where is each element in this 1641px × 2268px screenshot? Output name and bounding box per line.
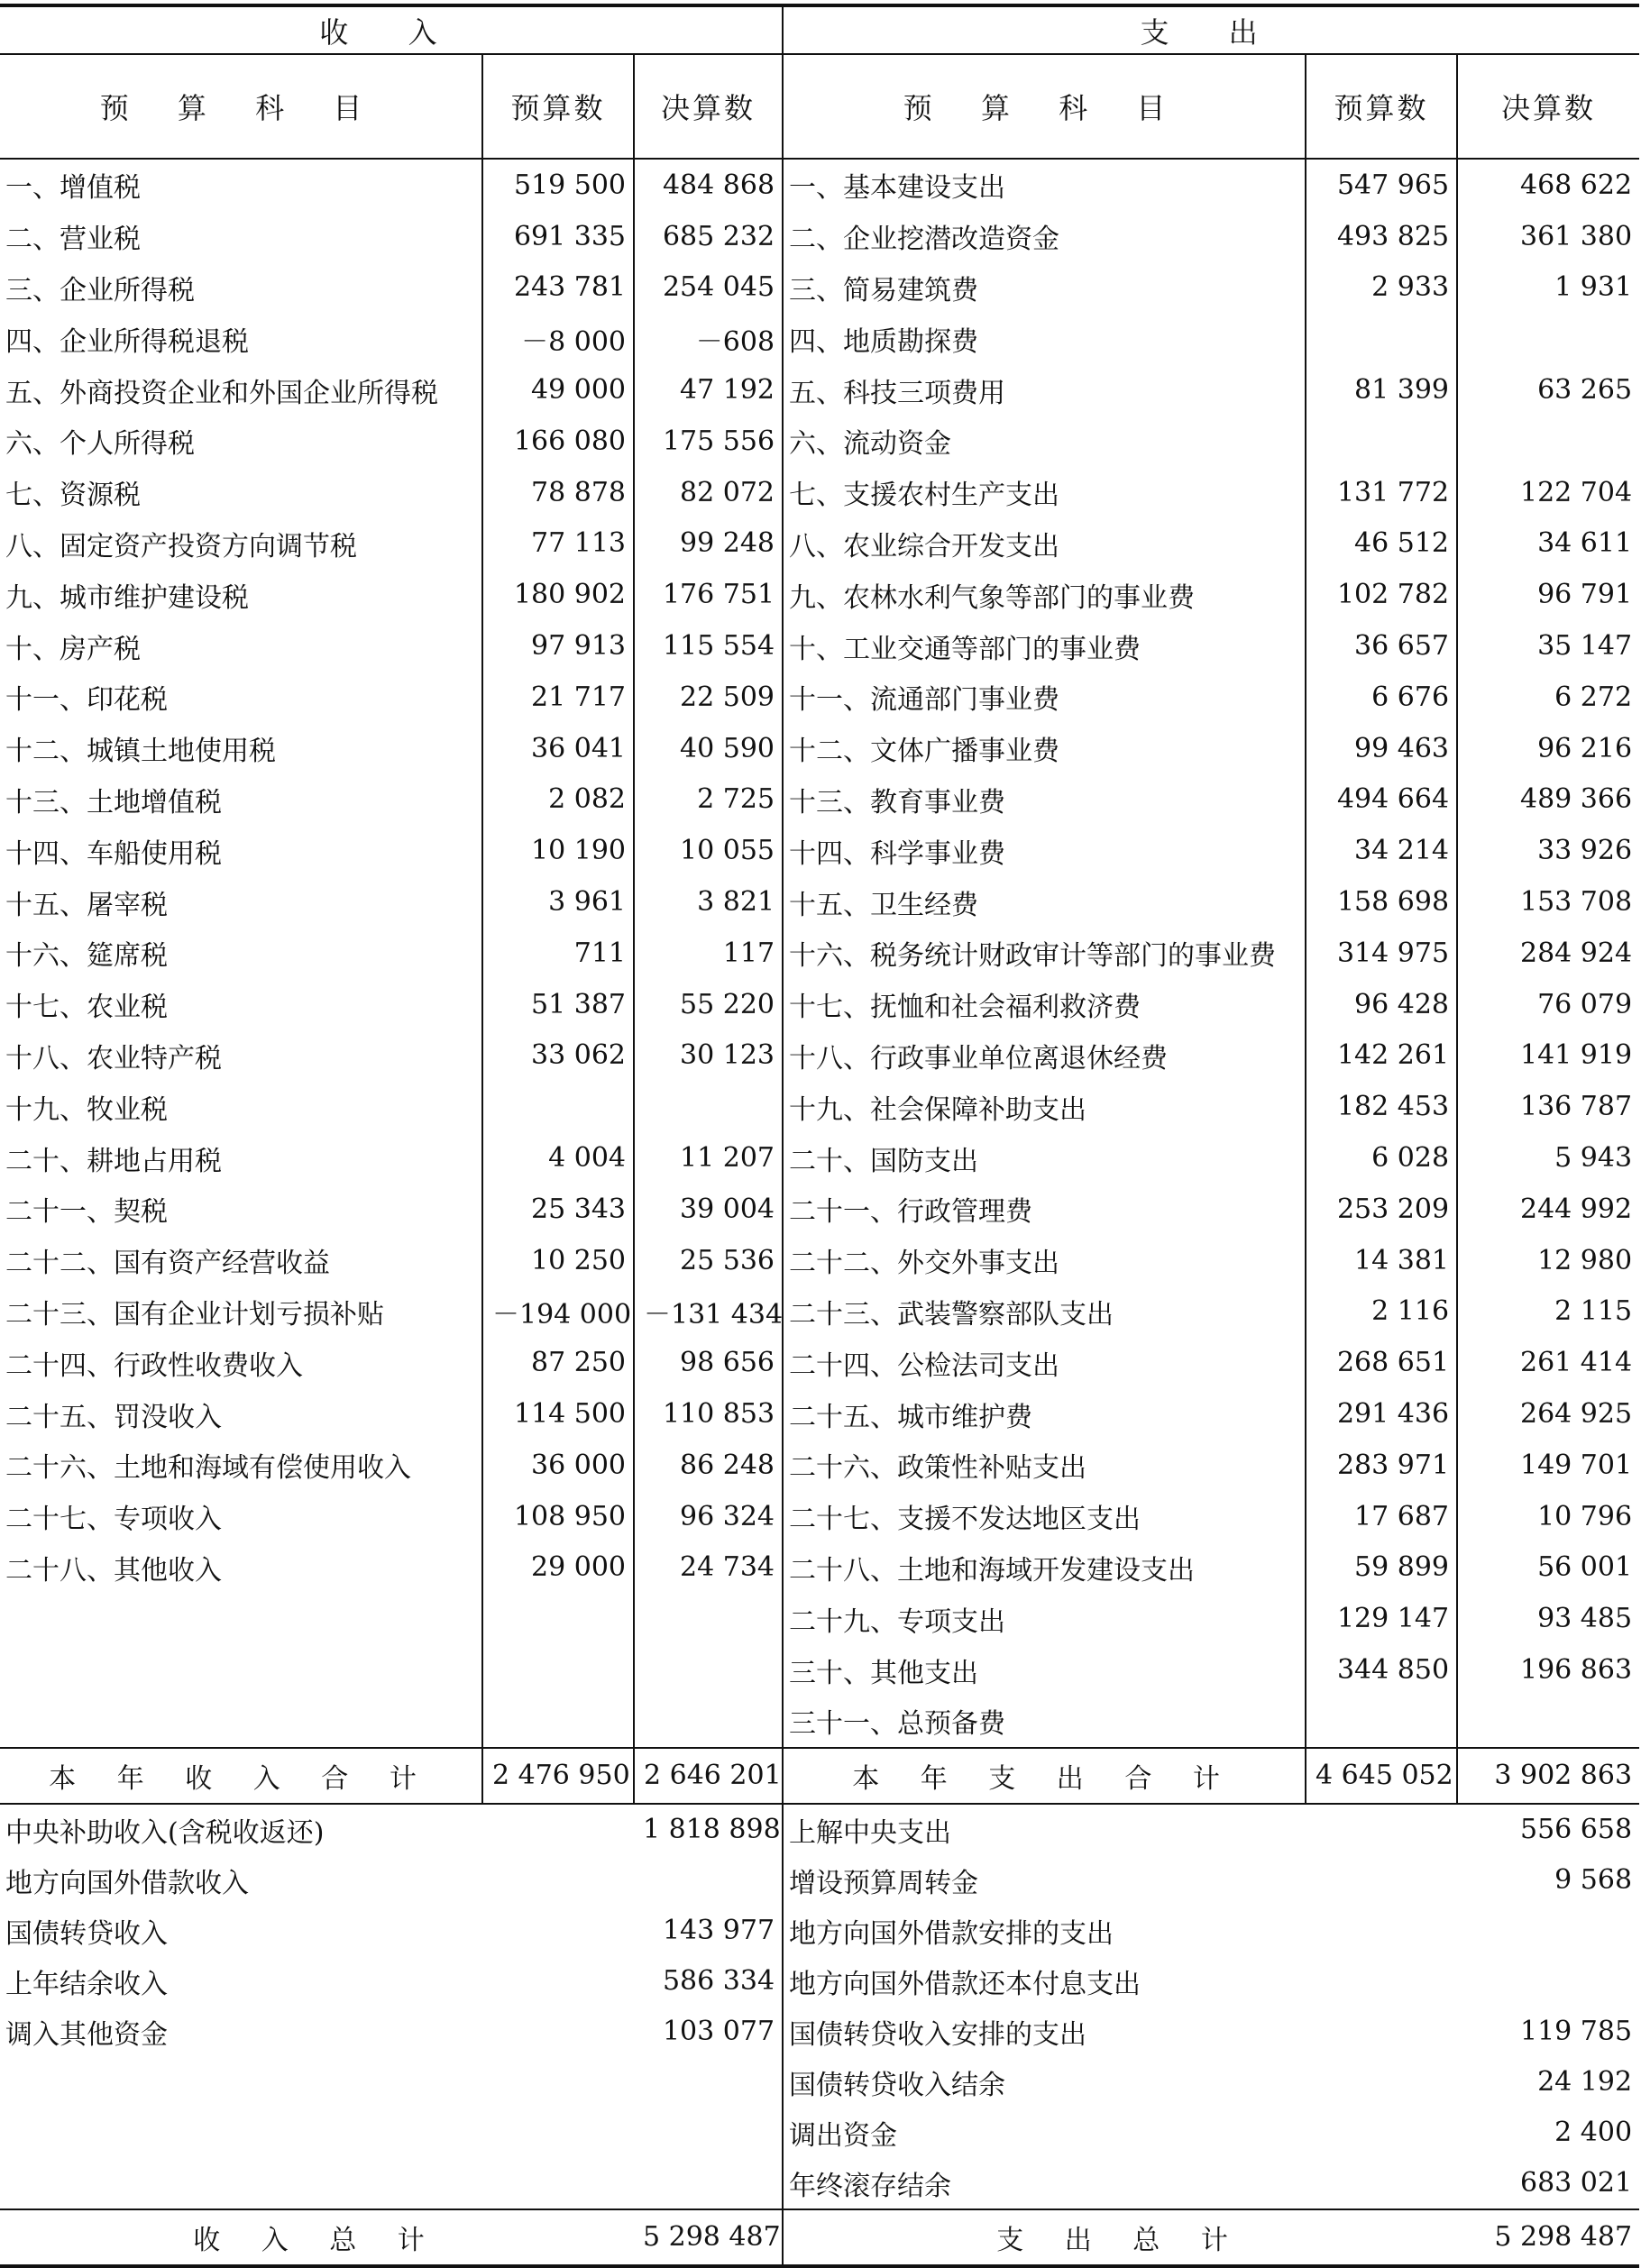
expense-item-cell: 二、企业挖潜改造资金	[783, 211, 1306, 262]
income-budget-cell: 114 500	[482, 1388, 634, 1440]
expense-item-cell: 四、地质勘探费	[783, 313, 1306, 364]
income-budget-cell: 51 387	[482, 979, 634, 1030]
income-final-cell: 40 590	[634, 723, 783, 774]
expense-item-cell: 十七、抚恤和社会福利救济费	[783, 979, 1306, 1030]
lower-income-item-cell	[0, 2158, 634, 2209]
expense-item-cell: 十四、科学事业费	[783, 825, 1306, 876]
income-final-cell: 22 509	[634, 672, 783, 723]
income-item-cell: 二十三、国有企业计划亏损补贴	[5, 1298, 384, 1331]
expense-budget-cell: 344 850	[1306, 1644, 1457, 1696]
lower-expense-value-cell: 9 568	[1554, 1864, 1633, 1897]
lower-income-value-cell: 1 818 898	[643, 1814, 781, 1846]
table-row	[0, 1855, 1639, 1906]
expense-budget-cell	[1306, 1696, 1457, 1748]
expense-final-cell: 63 265	[1457, 364, 1639, 416]
lower-expense-value-cell	[1457, 1906, 1639, 1956]
expense-final-cell: 1 931	[1457, 262, 1639, 314]
expense-final-cell: 153 708	[1457, 876, 1639, 928]
table-row	[0, 1696, 1639, 1748]
expense-budget-cell: 493 825	[1306, 211, 1457, 262]
expense-item-cell: 八、农业综合开发支出	[783, 518, 1306, 570]
expense-budget-cell: 129 147	[1306, 1593, 1457, 1644]
table-row	[0, 2158, 1639, 2209]
income-final-cell: 30 123	[634, 1030, 783, 1082]
expense-budget-cell: 6 028	[1306, 1132, 1457, 1184]
income-budget-cell: 3 961	[482, 876, 634, 928]
expense-item-cell: 三、简易建筑费	[783, 262, 1306, 314]
income-annual-total-final: 2 646 201	[634, 1748, 783, 1804]
income-item-cell: 二十七、专项收入	[5, 1504, 222, 1536]
income-final-cell: 24 734	[634, 1542, 783, 1594]
expense-item-cell: 二十、国防支出	[783, 1132, 1306, 1184]
expense-final-cell	[1457, 416, 1639, 467]
expense-budget-cell: 2 116	[1306, 1286, 1457, 1338]
expense-final-header: 决算数	[1457, 54, 1639, 159]
expense-final-cell: 468 622	[1457, 159, 1639, 211]
income-item-cell: 四、企业所得税退税	[5, 325, 249, 358]
lower-income-item-cell	[0, 2057, 634, 2108]
table-row	[0, 1956, 1639, 2007]
expense-item-cell: 二十四、公检法司支出	[783, 1337, 1306, 1388]
income-item-cell: 十九、牧业税	[5, 1093, 168, 1126]
expense-item-cell: 二十六、政策性补贴支出	[783, 1440, 1306, 1491]
expense-budget-cell	[1306, 313, 1457, 364]
income-budget-cell: 243 781	[482, 262, 634, 314]
expense-section-title: 支 出	[783, 5, 1639, 54]
lower-income-item-cell: 地方向国外借款收入	[5, 1867, 249, 1899]
table-row	[0, 211, 1639, 262]
table-row	[0, 1030, 1639, 1082]
expense-item-cell: 二十三、武装警察部队支出	[783, 1286, 1306, 1338]
income-item-cell: 二、营业税	[5, 224, 141, 256]
expense-budget-cell: 36 657	[1306, 620, 1457, 672]
income-final-cell: 3 821	[634, 876, 783, 928]
income-item-cell: 十一、印花税	[5, 684, 168, 717]
table-row	[0, 262, 1639, 314]
income-budget-cell: 36 000	[482, 1440, 634, 1491]
income-budget-cell: 36 041	[482, 723, 634, 774]
income-budget-cell: 97 913	[482, 620, 634, 672]
expense-budget-cell: 2 933	[1306, 262, 1457, 314]
lower-income-item-cell: 调入其他资金	[5, 2018, 168, 2051]
income-final-cell: 175 556	[634, 416, 783, 467]
income-budget-cell: 77 113	[482, 518, 634, 570]
expense-budget-cell: 182 453	[1306, 1081, 1457, 1132]
expense-item-cell: 三十、其他支出	[783, 1644, 1306, 1696]
table-row	[0, 1491, 1639, 1542]
expense-budget-cell: 131 772	[1306, 467, 1457, 518]
income-final-cell: 10 055	[634, 825, 783, 876]
expense-budget-cell: 158 698	[1306, 876, 1457, 928]
income-budget-cell: －8 000	[482, 313, 634, 364]
lower-income-value-cell: 586 334	[662, 1965, 775, 1998]
expense-budget-cell: 547 965	[1306, 159, 1457, 211]
expense-item-cell: 一、基本建设支出	[783, 159, 1306, 211]
income-item-cell	[0, 1644, 482, 1696]
lower-expense-item-cell: 调出资金	[783, 2108, 1457, 2158]
table-row	[0, 979, 1639, 1030]
income-item-cell	[0, 1593, 482, 1644]
income-item-cell: 二十五、罚没收入	[5, 1401, 222, 1433]
income-budget-cell: 49 000	[482, 364, 634, 416]
income-final-cell: 55 220	[634, 979, 783, 1030]
lower-income-item-cell: 中央补助收入(含税收返还)	[5, 1816, 325, 1849]
expense-final-cell: 6 272	[1457, 672, 1639, 723]
income-final-cell	[634, 1593, 783, 1644]
expense-budget-cell: 494 664	[1306, 774, 1457, 826]
expense-budget-cell: 142 261	[1306, 1030, 1457, 1082]
income-final-cell: －608	[634, 313, 783, 364]
expense-budget-cell: 34 214	[1306, 825, 1457, 876]
income-final-cell	[634, 1081, 783, 1132]
lower-expense-item-cell: 国债转贷收入安排的支出	[783, 2007, 1457, 2057]
income-final-cell: 254 045	[634, 262, 783, 314]
lower-income-value-cell	[634, 2108, 783, 2158]
expense-final-cell: 12 980	[1457, 1235, 1639, 1286]
expense-budget-header: 预算数	[1306, 54, 1457, 159]
income-budget-cell: 691 335	[482, 211, 634, 262]
lower-income-value-cell: 103 077	[662, 2016, 775, 2048]
income-final-cell: －131 434	[634, 1286, 783, 1338]
table-row	[0, 1440, 1639, 1491]
income-item-cell: 八、固定资产投资方向调节税	[5, 530, 357, 562]
expense-budget-cell: 102 782	[1306, 569, 1457, 620]
column-header-row	[0, 54, 1639, 159]
table-row	[0, 159, 1639, 211]
income-item-cell: 二十二、国有资产经营收益	[5, 1248, 330, 1280]
expense-item-cell: 十六、税务统计财政审计等部门的事业费	[783, 928, 1306, 979]
income-grand-total-value: 5 298 487	[643, 2221, 781, 2254]
expense-final-cell: 2 115	[1457, 1286, 1639, 1338]
lower-expense-item-cell: 年终滚存结余	[783, 2158, 1457, 2209]
lower-income-item-cell	[0, 2108, 634, 2158]
table-row	[0, 620, 1639, 672]
expense-final-cell: 136 787	[1457, 1081, 1639, 1132]
table-row	[0, 672, 1639, 723]
income-final-cell: 86 248	[634, 1440, 783, 1491]
income-item-cell: 五、外商投资企业和外国企业所得税	[5, 377, 438, 409]
expense-item-cell: 二十八、土地和海域开发建设支出	[783, 1542, 1306, 1594]
expense-item-cell: 五、科技三项费用	[783, 364, 1306, 416]
income-budget-cell	[482, 1593, 634, 1644]
lower-expense-item-cell: 地方向国外借款安排的支出	[783, 1906, 1457, 1956]
table-row	[0, 1906, 1639, 1956]
lower-income-item-cell: 国债转贷收入	[5, 1917, 168, 1950]
budget-table	[0, 4, 1639, 2268]
expense-item-cell: 三十一、总预备费	[783, 1696, 1306, 1748]
income-item-cell: 十四、车船使用税	[5, 837, 222, 870]
income-item-cell: 三、企业所得税	[5, 274, 195, 306]
expense-budget-cell: 314 975	[1306, 928, 1457, 979]
income-budget-cell: 25 343	[482, 1184, 634, 1235]
expense-item-cell: 二十五、城市维护费	[783, 1388, 1306, 1440]
expense-budget-cell: 99 463	[1306, 723, 1457, 774]
expense-final-cell: 261 414	[1457, 1337, 1639, 1388]
expense-grand-total-label: 支 出 总 计	[783, 2209, 1457, 2266]
income-final-cell	[634, 1644, 783, 1696]
table-row	[0, 2108, 1639, 2158]
income-item-cell: 二十六、土地和海域有偿使用收入	[5, 1452, 411, 1485]
lower-expense-item-cell: 增设预算周转金	[783, 1855, 1457, 1906]
expense-annual-total-final: 3 902 863	[1457, 1748, 1639, 1804]
income-budget-cell: 2 082	[482, 774, 634, 826]
expense-budget-cell: 6 676	[1306, 672, 1457, 723]
lower-income-value-cell	[634, 1855, 783, 1906]
table-row	[0, 467, 1639, 518]
expense-item-cell: 十八、行政事业单位离退休经费	[783, 1030, 1306, 1082]
income-final-cell: 115 554	[634, 620, 783, 672]
expense-final-cell: 33 926	[1457, 825, 1639, 876]
income-annual-total-budget: 2 476 950	[482, 1748, 634, 1804]
income-final-cell: 99 248	[634, 518, 783, 570]
expense-item-cell: 六、流动资金	[783, 416, 1306, 467]
expense-item-cell: 七、支援农村生产支出	[783, 467, 1306, 518]
income-final-cell: 98 656	[634, 1337, 783, 1388]
table-row	[0, 1593, 1639, 1644]
lower-expense-item-cell: 国债转贷收入结余	[783, 2057, 1457, 2108]
table-row	[0, 1184, 1639, 1235]
expense-final-cell: 244 992	[1457, 1184, 1639, 1235]
income-item-cell: 十三、土地增值税	[5, 786, 222, 818]
income-budget-cell	[482, 1081, 634, 1132]
income-item-cell: 六、个人所得税	[5, 428, 195, 461]
expense-final-cell: 34 611	[1457, 518, 1639, 570]
expense-final-cell: 96 216	[1457, 723, 1639, 774]
income-item-cell: 七、资源税	[5, 480, 141, 512]
expense-final-cell: 122 704	[1457, 467, 1639, 518]
income-final-cell: 47 192	[634, 364, 783, 416]
table-row	[0, 364, 1639, 416]
table-row	[0, 876, 1639, 928]
table-row	[0, 313, 1639, 364]
expense-final-cell: 141 919	[1457, 1030, 1639, 1082]
income-final-cell: 484 868	[634, 159, 783, 211]
income-final-cell: 117	[634, 928, 783, 979]
expense-final-cell	[1457, 313, 1639, 364]
expense-annual-total-budget: 4 645 052	[1306, 1748, 1457, 1804]
table-row	[0, 928, 1639, 979]
expense-budget-cell: 283 971	[1306, 1440, 1457, 1491]
income-final-cell: 176 751	[634, 569, 783, 620]
expense-item-cell: 十、工业交通等部门的事业费	[783, 620, 1306, 672]
table-row	[0, 1132, 1639, 1184]
income-budget-cell	[482, 1644, 634, 1696]
income-item-cell: 九、城市维护建设税	[5, 581, 249, 614]
income-final-cell: 82 072	[634, 467, 783, 518]
lower-income-item-cell: 上年结余收入	[5, 1968, 168, 2000]
expense-item-cell: 九、农林水利气象等部门的事业费	[783, 569, 1306, 620]
lower-expense-item-cell: 地方向国外借款还本付息支出	[783, 1956, 1457, 2007]
table-row	[0, 1644, 1639, 1696]
income-item-header: 预 算 科 目	[99, 91, 382, 125]
income-final-cell: 39 004	[634, 1184, 783, 1235]
income-item-cell: 十八、农业特产税	[5, 1042, 222, 1075]
income-item-cell: 二十一、契税	[5, 1196, 168, 1229]
expense-item-header: 预 算 科 目	[783, 54, 1306, 159]
section-header-row	[0, 5, 1639, 54]
income-item-cell: 十五、屠宰税	[5, 889, 168, 921]
table-row	[0, 569, 1639, 620]
expense-final-cell	[1457, 1696, 1639, 1748]
expense-final-cell: 10 796	[1457, 1491, 1639, 1542]
table-row	[0, 2057, 1639, 2108]
income-budget-cell: 29 000	[482, 1542, 634, 1594]
main-body	[0, 159, 1639, 1748]
income-budget-cell: 166 080	[482, 416, 634, 467]
table-row	[0, 1235, 1639, 1286]
income-budget-cell: －194 000	[482, 1286, 634, 1338]
income-item-cell: 二十八、其他收入	[5, 1554, 222, 1587]
expense-final-cell: 284 924	[1457, 928, 1639, 979]
expense-budget-cell: 17 687	[1306, 1491, 1457, 1542]
table-row	[0, 518, 1639, 570]
expense-budget-cell: 291 436	[1306, 1388, 1457, 1440]
expense-final-cell: 5 943	[1457, 1132, 1639, 1184]
lower-income-value-cell	[634, 2057, 783, 2108]
income-item-cell: 十二、城镇土地使用税	[5, 736, 276, 768]
income-budget-cell: 87 250	[482, 1337, 634, 1388]
income-item-cell: 二十四、行政性收费收入	[5, 1349, 303, 1382]
lower-body	[0, 1804, 1639, 2209]
income-budget-cell: 519 500	[482, 159, 634, 211]
income-item-cell: 十、房产税	[5, 633, 141, 665]
income-annual-total-label: 本 年 收 入 合 计	[49, 1762, 433, 1795]
expense-budget-cell: 81 399	[1306, 364, 1457, 416]
income-budget-cell: 21 717	[482, 672, 634, 723]
expense-final-cell: 196 863	[1457, 1644, 1639, 1696]
expense-final-cell: 96 791	[1457, 569, 1639, 620]
expense-final-cell: 56 001	[1457, 1542, 1639, 1594]
table-row	[0, 416, 1639, 467]
income-budget-header: 预算数	[482, 54, 634, 159]
expense-item-cell: 二十九、专项支出	[783, 1593, 1306, 1644]
income-item-cell: 十六、筵席税	[5, 940, 168, 973]
income-budget-cell	[482, 1696, 634, 1748]
income-final-cell	[634, 1696, 783, 1748]
expense-budget-cell: 14 381	[1306, 1235, 1457, 1286]
expense-final-cell: 489 366	[1457, 774, 1639, 826]
income-final-cell: 685 232	[634, 211, 783, 262]
table-row	[0, 1804, 1639, 1855]
expense-final-cell: 361 380	[1457, 211, 1639, 262]
expense-item-cell: 二十一、行政管理费	[783, 1184, 1306, 1235]
income-section-title: 收 入	[319, 14, 463, 50]
income-final-cell: 25 536	[634, 1235, 783, 1286]
table-row	[0, 774, 1639, 826]
expense-item-cell: 十二、文体广播事业费	[783, 723, 1306, 774]
table-row	[0, 825, 1639, 876]
income-final-cell: 110 853	[634, 1388, 783, 1440]
expense-final-cell: 264 925	[1457, 1388, 1639, 1440]
expense-item-cell: 十五、卫生经费	[783, 876, 1306, 928]
table-row	[0, 1388, 1639, 1440]
expense-final-cell: 93 485	[1457, 1593, 1639, 1644]
expense-final-cell: 35 147	[1457, 620, 1639, 672]
expense-item-cell: 十九、社会保障补助支出	[783, 1081, 1306, 1132]
table-row	[0, 2007, 1639, 2057]
income-budget-cell: 10 190	[482, 825, 634, 876]
expense-final-cell: 149 701	[1457, 1440, 1639, 1491]
income-budget-cell: 33 062	[482, 1030, 634, 1082]
income-budget-cell: 180 902	[482, 569, 634, 620]
income-item-cell: 十七、农业税	[5, 992, 168, 1024]
income-final-cell: 2 725	[634, 774, 783, 826]
expense-budget-cell: 46 512	[1306, 518, 1457, 570]
lower-expense-value-cell: 556 658	[1520, 1814, 1633, 1846]
income-budget-cell: 4 004	[482, 1132, 634, 1184]
income-budget-cell: 10 250	[482, 1235, 634, 1286]
income-final-cell: 96 324	[634, 1491, 783, 1542]
expense-item-cell: 十一、流通部门事业费	[783, 672, 1306, 723]
income-item-cell: 二十、耕地占用税	[5, 1145, 222, 1177]
income-item-cell: 一、增值税	[5, 172, 141, 205]
expense-grand-total-value: 5 298 487	[1494, 2221, 1633, 2254]
table-row	[0, 1286, 1639, 1338]
expense-annual-total-label: 本 年 支 出 合 计	[783, 1748, 1306, 1804]
lower-expense-value-cell: 24 192	[1537, 2066, 1633, 2099]
income-final-cell: 11 207	[634, 1132, 783, 1184]
table-row	[0, 1542, 1639, 1594]
grand-total-row	[0, 2209, 1639, 2266]
annual-total-row	[0, 1748, 1639, 1804]
income-budget-cell: 108 950	[482, 1491, 634, 1542]
table-row	[0, 723, 1639, 774]
income-budget-cell: 78 878	[482, 467, 634, 518]
expense-budget-cell: 253 209	[1306, 1184, 1457, 1235]
lower-expense-value-cell: 2 400	[1554, 2117, 1633, 2149]
expense-budget-cell: 268 651	[1306, 1337, 1457, 1388]
expense-budget-cell: 59 899	[1306, 1542, 1457, 1594]
expense-item-cell: 十三、教育事业费	[783, 774, 1306, 826]
lower-expense-value-cell: 119 785	[1520, 2016, 1633, 2048]
expense-budget-cell: 96 428	[1306, 979, 1457, 1030]
table-row	[0, 1081, 1639, 1132]
income-item-cell	[0, 1696, 482, 1748]
expense-item-cell: 二十七、支援不发达地区支出	[783, 1491, 1306, 1542]
lower-expense-item-cell: 上解中央支出	[783, 1804, 1457, 1855]
lower-income-value-cell	[634, 2158, 783, 2209]
income-grand-total-label: 收 入 总 计	[193, 2224, 441, 2256]
lower-income-value-cell: 143 977	[662, 1915, 775, 1947]
table-row	[0, 1337, 1639, 1388]
expense-final-cell: 76 079	[1457, 979, 1639, 1030]
lower-expense-value-cell	[1457, 1956, 1639, 2007]
expense-item-cell: 二十二、外交外事支出	[783, 1235, 1306, 1286]
income-budget-cell: 711	[482, 928, 634, 979]
lower-expense-value-cell: 683 021	[1520, 2167, 1633, 2199]
income-final-header: 决算数	[634, 54, 783, 159]
expense-budget-cell	[1306, 416, 1457, 467]
